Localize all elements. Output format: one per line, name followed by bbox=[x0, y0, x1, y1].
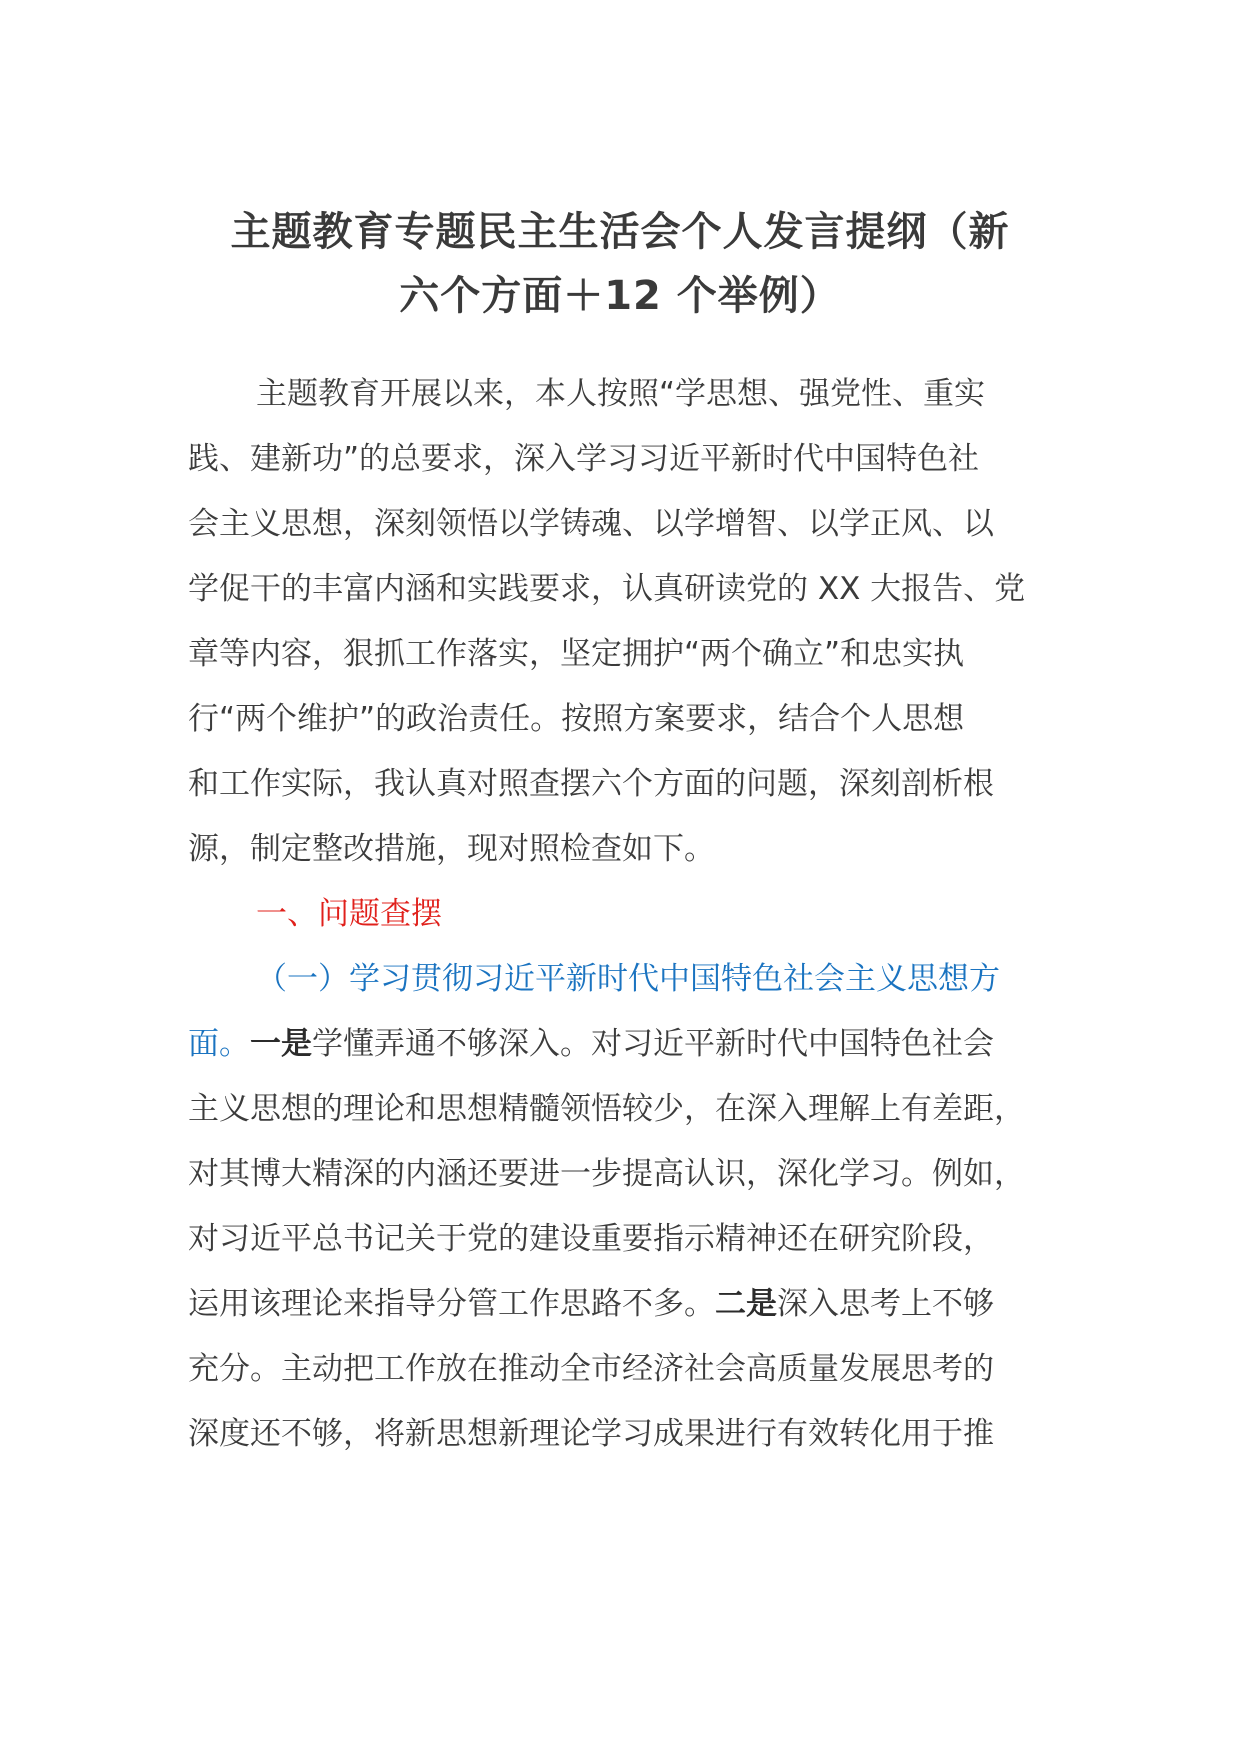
subsection-line bbox=[188, 1272, 1058, 1337]
document-body bbox=[188, 362, 1058, 1467]
intro-line: 章等内容，狠抓工作落实，坚定拥护“两个确立”和忠实执 bbox=[188, 636, 965, 672]
intro-line: 源，制定整改措施，现对照检查如下。 bbox=[188, 831, 715, 867]
intro-line: 行“两个维护”的政治责任。按照方案要求，结合个人思想 bbox=[188, 701, 965, 737]
title-line-1: 主题教育专题民主生活会个人发言提纲（新 bbox=[230, 209, 1010, 255]
point-marker: 二是 bbox=[715, 1286, 777, 1322]
intro-line: 践、建新功”的总要求，深入学习习近平新时代中国特色社 bbox=[188, 441, 980, 477]
subsection-heading: （一）学习贯彻习近平新时代中国特色社会主义思想方 bbox=[256, 961, 1000, 997]
subsection-paragraph bbox=[188, 947, 1058, 1467]
subsection-line: 主义思想的理论和思想精髓领悟较少，在深入理解上有差距， bbox=[188, 1091, 1025, 1127]
document-title bbox=[150, 200, 1090, 328]
intro-line: 主题教育开展以来，本人按照“学思想、强党性、重实 bbox=[256, 376, 986, 412]
subsection-line: 深度还不够，将新思想新理论学习成果进行有效转化用于推 bbox=[188, 1416, 994, 1452]
title-line-2: 六个方面＋12 个举例） bbox=[399, 273, 841, 319]
point-text: 运用该理论来指导分管工作思路不多。 bbox=[188, 1286, 715, 1322]
subsection-line: 对习近平总书记关于党的建设重要指示精神还在研究阶段， bbox=[188, 1221, 994, 1257]
subsection-heading-end: 面。 bbox=[188, 1026, 250, 1062]
section-heading: 一、问题查摆 bbox=[256, 896, 442, 932]
subsection-line: 对其博大精深的内涵还要进一步提高认识，深化学习。例如， bbox=[188, 1156, 1025, 1192]
intro-line: 学促干的丰富内涵和实践要求，认真研读党的 XX 大报告、党 bbox=[188, 571, 1026, 607]
point-marker: 一是 bbox=[250, 1026, 312, 1062]
intro-line: 会主义思想，深刻领悟以学铸魂、以学增智、以学正风、以 bbox=[188, 506, 994, 542]
intro-line: 和工作实际，我认真对照查摆六个方面的问题，深刻剖析根 bbox=[188, 766, 994, 802]
subsection-line bbox=[188, 1012, 1058, 1077]
intro-paragraph bbox=[188, 362, 1058, 882]
point-text: 深入思考上不够 bbox=[777, 1286, 994, 1322]
point-text: 学懂弄通不够深入。对习近平新时代中国特色社会 bbox=[312, 1026, 994, 1062]
subsection-line: 充分。主动把工作放在推动全市经济社会高质量发展思考的 bbox=[188, 1351, 994, 1387]
